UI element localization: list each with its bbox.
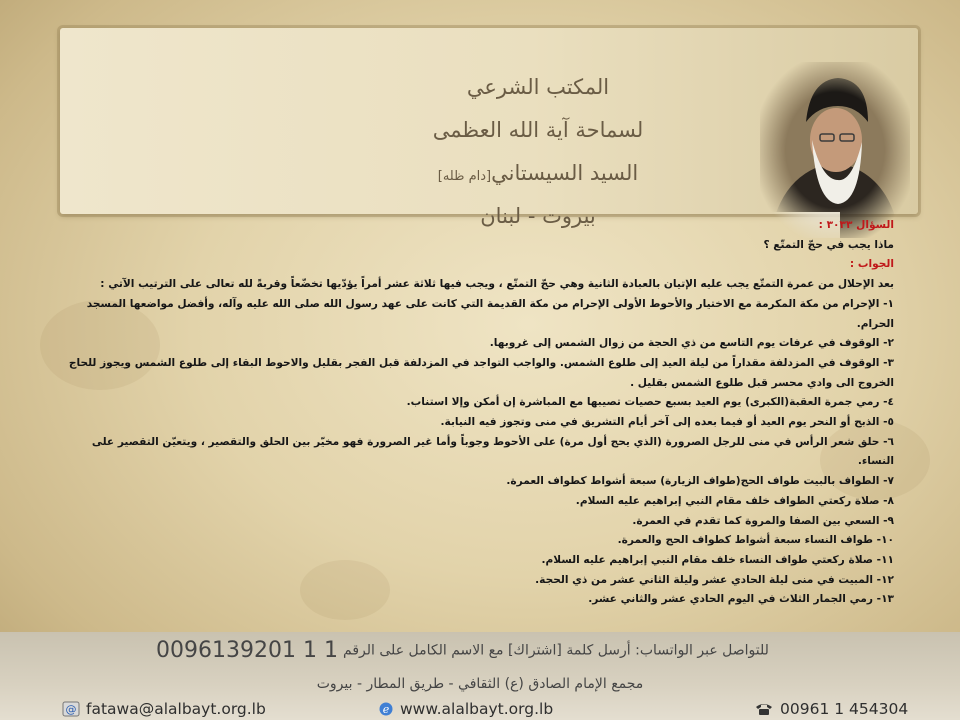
- email-icon: [62, 701, 80, 717]
- question-text: ماذا يجب في حجّ التمتّع ؟: [763, 238, 894, 251]
- phone-number[interactable]: 00961 1 454304: [780, 700, 909, 718]
- office-location: بيروت - لبنان: [480, 204, 596, 228]
- phone-contact[interactable]: [754, 698, 908, 720]
- answer-intro: بعد الإحلال من عمرة التمتّع يجب عليه الإتيان بالعبادة الثانية وهي حجّ التمتّع ، ويجب فيها ثلاثة عشر أمراً يؤدّيها تخضّعاً وقربةً لله تعالى على الترتيب الآتي :: [100, 278, 894, 291]
- footer-band: [0, 632, 960, 720]
- scholar-portrait: [760, 62, 910, 238]
- answer-item: ٥- الذبح أو النحر يوم العيد أو فيما بعده إلى آخر أيام التشريق في منى وتجوز فيه النيابة.: [440, 416, 894, 429]
- website-contact[interactable]: [378, 698, 553, 720]
- answer-item: ٩- السعي بين الصفا والمروة كما تقدم في العمرة.: [632, 514, 894, 527]
- svg-text:@: @: [65, 703, 77, 716]
- scholar-name: السيد السيستاني: [491, 161, 639, 185]
- answer-item: ٢- الوقوف في عرفات يوم التاسع من ذي الحجة من زوال الشمس إلى غروبها.: [489, 337, 894, 350]
- web-icon: [378, 701, 394, 717]
- office-title: المكتب الشرعي: [466, 75, 610, 99]
- answer-item: ١٣- رمي الجمار الثلاث في اليوم الحادي عشر والثاني عشر.: [588, 593, 894, 606]
- office-subtitle: لسماحة آية الله العظمى: [432, 118, 644, 142]
- scholar-name-line: [420, 152, 656, 195]
- answer-item: ١٢- المبيت في منى ليلة الحادي عشر وليلة الثاني عشر من ذي الحجة.: [535, 573, 894, 586]
- fatwa-text: [68, 216, 894, 630]
- office-title-block: [420, 66, 656, 238]
- svg-text:e: e: [382, 703, 390, 716]
- email-contact[interactable]: [62, 698, 266, 720]
- answer-label: الجواب :: [849, 258, 894, 271]
- answer-item: ٧- الطواف بالبيت طواف الحج(طواف الزيارة) سبعة أشواط كطواف العمرة.: [506, 475, 894, 488]
- answer-item: ٨- صلاة ركعتي الطواف خلف مقام النبي إبراهيم عليه السلام.: [575, 494, 894, 507]
- answer-item: ٣- الوقوف في المزدلفة مقداراً من ليلة العيد إلى طلوع الشمس. والواجب التواجد في المزدلفة قبل الفجر بقليل والاحوط البقاء إلى طلوع الشمس ويجوز للحاج الخروج الى وادي محسر قبل طلوع الشمس بقليل .: [68, 356, 894, 389]
- scholar-honorific: [دام ظله]: [437, 169, 492, 184]
- website-url[interactable]: www.alalbayt.org.lb: [400, 700, 554, 718]
- whatsapp-instructions: للتواصل عبر الواتساب: أرسل كلمة [اشتراك] مع الاسم الكامل على الرقم: [343, 642, 769, 659]
- answer-item: ١- الإحرام من مكة المكرمة مع الاختيار والأحوط الأولى الإحرام من مكة القديمة التي كانت على عهد رسول الله صلى الله عليه وآله، وأفضل مواضعها المسجد الحرام.: [86, 297, 894, 330]
- phone-icon: [754, 701, 774, 717]
- whatsapp-line: [156, 638, 916, 672]
- answer-item: ١١- صلاة ركعتي طواف النساء خلف مقام النبي إبراهيم عليه السلام.: [541, 553, 894, 566]
- whatsapp-number: 0096139201 1 1: [156, 638, 338, 663]
- answer-item: ٤- رمي جمرة العقبة(الكبرى) يوم العيد بسبع حصيات تصيبها مع المباشرة إن أمكن وإلا استناب.: [406, 396, 894, 409]
- answer-item: ٦- حلق شعر الرأس في منى للرجل الصرورة (الذي يحج أول مرة) على الأحوط وجوباً وأما غير الصرورة فهو مخيّر بين الحلق والتقصير ، ويتعيّن التقصير على النساء.: [91, 435, 894, 468]
- address-line: مجمع الإمام الصادق (ع) الثقافي - طريق المطار - بيروت: [316, 676, 644, 692]
- email-address[interactable]: fatawa@alalbayt.org.lb: [86, 700, 266, 718]
- answer-item: ١٠- طواف النساء سبعة أشواط كطواف الحج والعمرة.: [617, 534, 894, 547]
- question-label: السؤال ٣٠٣٣ :: [818, 219, 894, 231]
